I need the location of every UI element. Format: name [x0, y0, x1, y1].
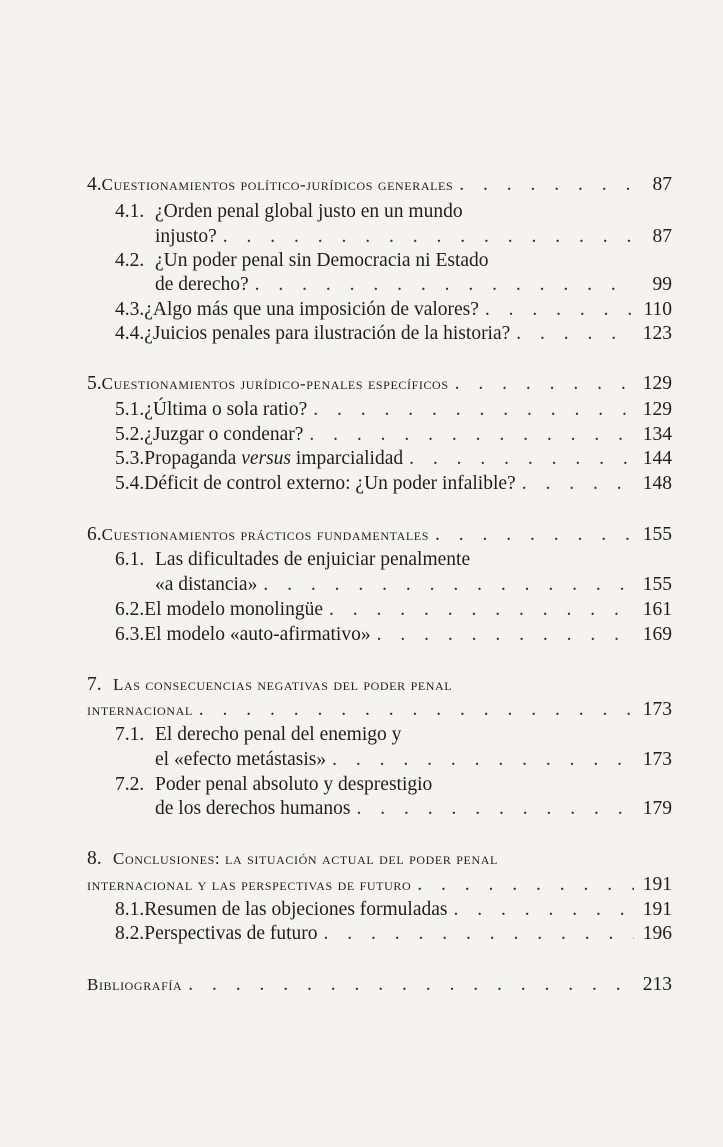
page-number: 129: [642, 373, 672, 394]
entry-title-part: Propaganda: [144, 448, 237, 469]
section-title-continuation: internacional: [87, 700, 193, 719]
toc-entry-4-4: [115, 321, 672, 346]
entry-number: 5.3.: [115, 448, 145, 469]
entry-number: 5.1.: [115, 399, 145, 420]
page-number: 134: [642, 424, 672, 445]
entry-title-italic: versus: [241, 448, 292, 469]
dot-leader: [459, 172, 634, 197]
dot-leader: [516, 321, 634, 346]
toc-section-7-cont: [87, 697, 672, 722]
entry-number: 6.3.: [115, 624, 145, 645]
dot-leader: [324, 921, 634, 946]
dot-leader: [455, 371, 634, 396]
dot-leader: [329, 597, 634, 622]
section-title: Las consecuencias negativas del poder penal: [113, 675, 453, 694]
entry-title: El modelo «auto-afirmativo»: [144, 624, 371, 645]
entry-number: 6.2.: [115, 599, 145, 620]
entry-number: 4.3.: [115, 299, 145, 320]
dot-leader: [377, 622, 634, 647]
toc-entry-5-1: [115, 397, 672, 422]
page-number: 169: [642, 624, 672, 645]
dot-leader: [454, 897, 635, 922]
entry-number: 7.1.: [115, 724, 145, 745]
page-number: 110: [643, 299, 672, 320]
dot-leader: [309, 422, 634, 447]
dot-leader: [522, 471, 634, 496]
dot-leader: [485, 297, 634, 322]
page-number: 173: [642, 749, 672, 770]
toc-entry-8-1: [115, 897, 672, 922]
toc-entry-6-3: [115, 622, 672, 647]
toc-section-5: [87, 371, 672, 396]
toc-entry-5-3: [115, 446, 672, 471]
dot-leader: [332, 747, 634, 772]
toc-entry-4-1: [115, 199, 672, 224]
entry-title: ¿Algo más que una imposición de valores?: [144, 299, 479, 320]
dot-leader: [188, 972, 634, 997]
section-number: 4.: [87, 174, 102, 195]
page-number: 213: [642, 974, 672, 995]
toc-entry-6-2: [115, 597, 672, 622]
page-number: 155: [642, 574, 672, 595]
page-number: 144: [642, 448, 672, 469]
toc-entry-4-2: [115, 248, 672, 273]
entry-title-continuation: injusto?: [155, 226, 217, 247]
page-number: 196: [642, 923, 672, 944]
section-title-continuation: internacional y las perspectivas de futuro: [87, 875, 412, 894]
dot-leader: [223, 224, 634, 249]
toc-section-4: [87, 172, 672, 197]
bibliography-title: Bibliografía: [87, 975, 183, 994]
entry-title-part: imparcialidad: [295, 448, 404, 469]
page-number: 99: [652, 274, 672, 295]
entry-title: Resumen de las objeciones formuladas: [144, 899, 448, 920]
entry-number: 8.2.: [115, 923, 145, 944]
dot-leader: [435, 522, 634, 547]
entry-title-continuation: de los derechos humanos: [155, 798, 351, 819]
entry-title: El derecho penal del enemigo y: [155, 724, 402, 745]
entry-title: Perspectivas de futuro: [144, 923, 318, 944]
page-number: 155: [642, 524, 672, 545]
page-number: 129: [642, 399, 672, 420]
section-number: 5.: [87, 373, 102, 394]
dot-leader: [409, 446, 634, 471]
entry-title: ¿Un poder penal sin Democracia ni Estado: [155, 250, 489, 271]
page-number: 173: [642, 699, 672, 720]
entry-number: 5.4.: [115, 473, 145, 494]
section-title: Conclusiones: la situación actual del poder penal: [113, 849, 498, 868]
toc-bibliography: [87, 972, 672, 997]
entry-title: Las dificultades de enjuiciar penalmente: [155, 549, 471, 570]
section-number: 6.: [87, 524, 102, 545]
section-number: 7.: [87, 674, 102, 695]
section-title: Cuestionamientos jurídico-penales específicos: [101, 374, 449, 393]
dot-leader: [255, 272, 634, 297]
entry-number: 7.2.: [115, 774, 145, 795]
page-number: 148: [642, 473, 672, 494]
entry-title: Poder penal absoluto y desprestigio: [155, 774, 433, 795]
entry-title: Déficit de control externo: ¿Un poder infalible?: [144, 473, 516, 494]
page-number: 191: [642, 874, 672, 895]
dot-leader: [357, 796, 635, 821]
page-number: 161: [642, 599, 672, 620]
toc-entry-6-1-cont: [155, 572, 672, 597]
page-number: 191: [642, 899, 672, 920]
toc-entry-6-1: [115, 547, 672, 572]
toc-entry-5-2: [115, 422, 672, 447]
toc-entry-7-2: [115, 772, 672, 797]
section-number: 8.: [87, 848, 102, 869]
toc-entry-4-2-cont: [155, 272, 672, 297]
entry-title: El modelo monolingüe: [144, 599, 323, 620]
page-number: 87: [652, 174, 672, 195]
page-number: 87: [652, 226, 672, 247]
entry-title: [144, 446, 403, 471]
toc-section-6: [87, 522, 672, 547]
dot-leader: [263, 572, 634, 597]
entry-number: 4.4.: [115, 323, 145, 344]
dot-leader: [417, 872, 634, 897]
toc-entry-4-3: [115, 297, 672, 322]
entry-title-continuation: «a distancia»: [155, 574, 258, 595]
toc-section-8-cont: [87, 872, 672, 897]
toc-entry-8-2: [115, 921, 672, 946]
entry-number: 6.1.: [115, 549, 145, 570]
section-title: Cuestionamientos político-jurídicos generales: [101, 175, 454, 194]
entry-number: 4.2.: [115, 250, 145, 271]
toc-section-8: [87, 846, 672, 871]
entry-title-continuation: el «efecto metástasis»: [155, 749, 327, 770]
dot-leader: [199, 697, 634, 722]
entry-title-continuation: de derecho?: [155, 274, 249, 295]
page-number: 123: [642, 323, 672, 344]
page-number: 179: [642, 798, 672, 819]
entry-number: 8.1.: [115, 899, 145, 920]
entry-title: ¿Juzgar o condenar?: [144, 424, 304, 445]
section-title: Cuestionamientos prácticos fundamentales: [101, 525, 429, 544]
toc-entry-7-2-cont: [155, 796, 672, 821]
entry-title: ¿Última o sola ratio?: [144, 399, 308, 420]
entry-title: ¿Juicios penales para ilustración de la historia?: [144, 323, 511, 344]
entry-number: 4.1.: [115, 201, 145, 222]
toc-entry-7-1: [115, 722, 672, 747]
toc-entry-5-4: [115, 471, 672, 496]
dot-leader: [313, 397, 634, 422]
toc-entry-4-1-cont: [155, 224, 672, 249]
toc-entry-7-1-cont: [155, 747, 672, 772]
entry-number: 5.2.: [115, 424, 145, 445]
toc-section-7: [87, 672, 672, 697]
entry-title: ¿Orden penal global justo en un mundo: [155, 201, 463, 222]
